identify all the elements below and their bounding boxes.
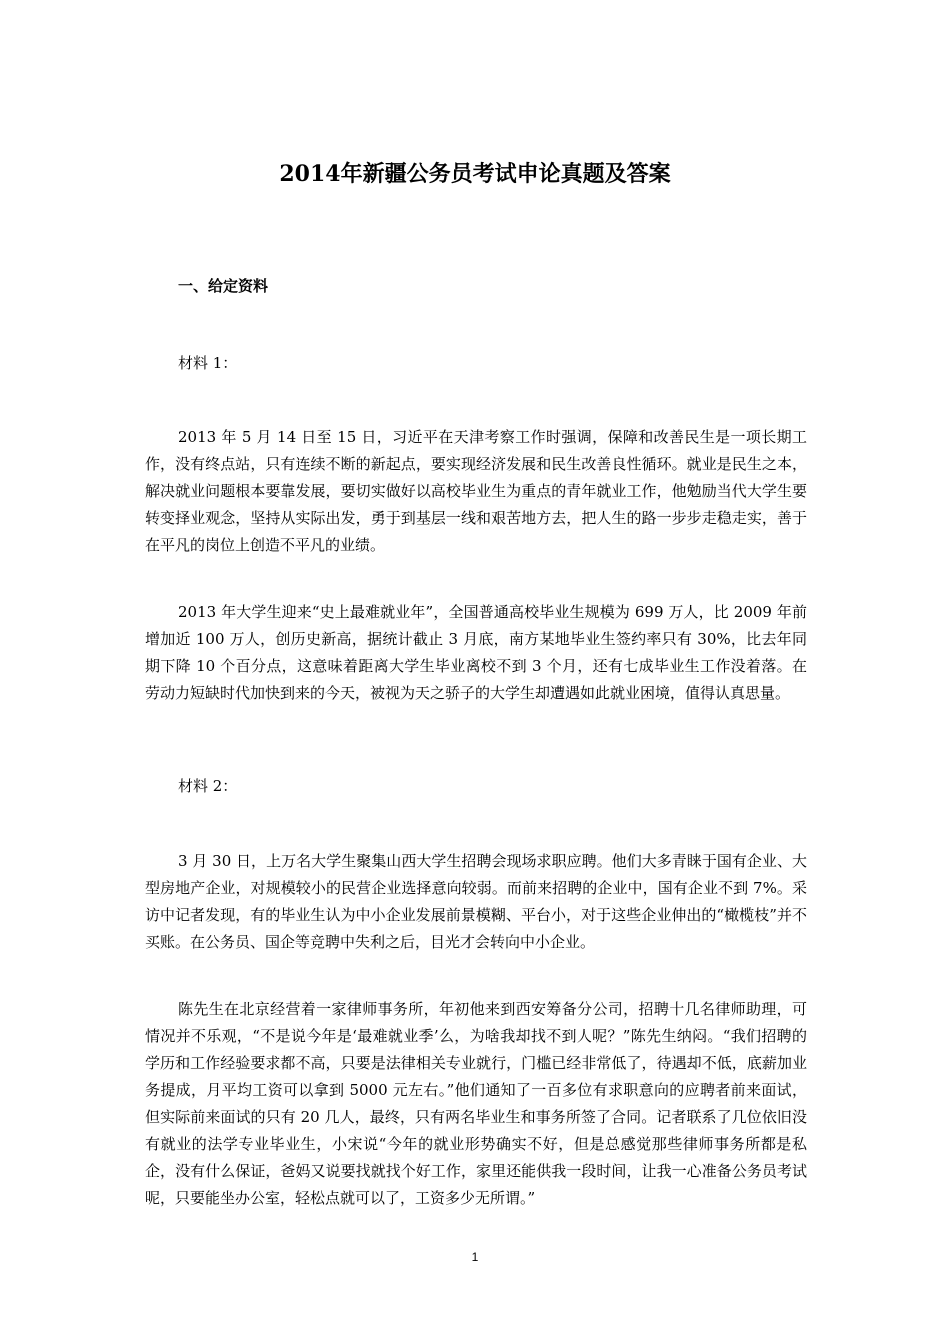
material-1-paragraph-1: 2013 年 5 月 14 日至 15 日，习近平在天津考察工作时强调，保障和改善民生是一项长期工作，没有终点站，只有连续不断的新起点，要实现经济发展和民生改善良性循环。就业是民生之本，解决就业问题根本要靠发展，要切实做好以高校毕业生为重点的青年就业工作，他勉励当代大学生要转变择业观念，坚持从实际出发，勇于到基层一线和艰苦地方去，把人生的路一步步走稳走实，善于在平凡的岗位上创造不平凡的业绩。 [145,428,807,554]
section-heading: 一、给定资料 [178,277,269,295]
material-1-paragraph-2: 2013 年大学生迎来“史上最难就业年”，全国普通高校毕业生规模为 699 万人，比 2009 年前增加近 100 万人，创历史新高，据统计截止 3 月底，南方某地毕业生签约率只有 30%，比去年同期下降 10 个百分点，这意味着距离大学生毕业离校不到 3 个月，还有七成毕业生工作没着落。在劳动力短缺时代加快到来的今天，被视为天之骄子的大学生却遭遇如此就业困境，值得认真思量。 [145,603,807,702]
material-2-paragraph-1: 3 月 30 日，上万名大学生聚集山西大学生招聘会现场求职应聘。他们大多青睐于国有企业、大型房地产企业，对规模较小的民营企业选择意向较弱。而前来招聘的企业中，国有企业不到 7%。采访中记者发现，有的毕业生认为中小企业发展前景模糊、平台小，对于这些企业伸出的“橄榄枝”并不买账。在公务员、国企等竞聘中失利之后，目光才会转向中小企业。 [145,852,807,951]
material-2-paragraph-2: 陈先生在北京经营着一家律师事务所，年初他来到西安筹备分公司，招聘十几名律师助理，可情况并不乐观，“不是说今年是‘最难就业季’么，为啥我却找不到人呢？”陈先生纳闷。“我们招聘的学历和工作经验要求都不高，只要是法律相关专业就行，门槛已经非常低了，待遇却不低，底薪加业务提成，月平均工资可以拿到 5000 元左右。”他们通知了一百多位有求职意向的应聘者前来面试，但实际前来面试的只有 20 几人，最终，只有两名毕业生和事务所签了合同。记者联系了几位依旧没有就业的法学专业毕业生，小宋说“今年的就业形势确实不好，但是总感觉那些律师事务所都是私企，没有什么保证，爸妈又说要找就找个好工作，家里还能供我一段时间，让我一心准备公务员考试呢，只要能坐办公室，轻松点就可以了，工资多少无所谓。” [145,1000,807,1207]
material-2-label: 材料 2： [178,777,238,795]
page-number: 1 [471,1250,479,1264]
document-title: 2014年新疆公务员考试申论真题及答案 [279,161,671,187]
material-1-label: 材料 1： [178,354,238,372]
